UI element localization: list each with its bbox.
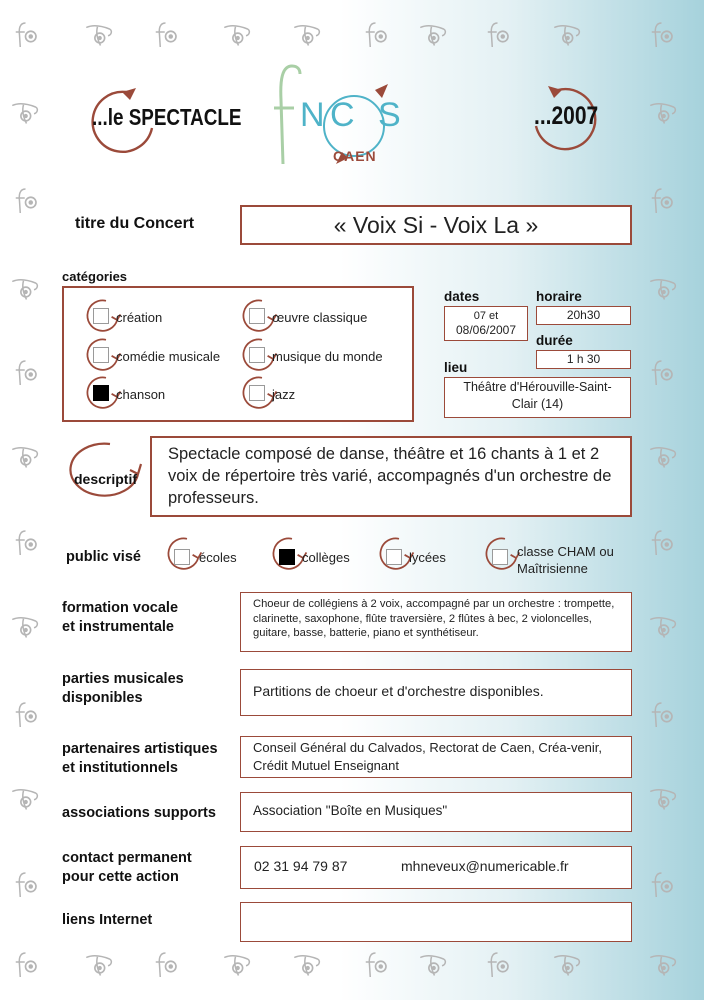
logo-c: C <box>330 96 356 134</box>
watermark-logo-icon <box>12 870 42 900</box>
liens-field[interactable] <box>240 902 632 942</box>
formation-label-2: et instrumentale <box>62 619 174 635</box>
watermark-logo-icon <box>648 20 678 50</box>
public-checkbox[interactable] <box>492 549 508 565</box>
associations-value: Association "Boîte en Musiques" <box>253 803 448 818</box>
watermark-logo-icon <box>648 274 678 304</box>
watermark-logo-icon <box>552 20 582 50</box>
watermark-logo-icon <box>362 950 392 980</box>
category-label: jazz <box>272 387 296 402</box>
category-label: œuvre classique <box>272 310 368 325</box>
watermark-logo-icon <box>12 950 42 980</box>
category-label: création <box>116 310 163 325</box>
contact-label-2: pour cette action <box>62 869 179 885</box>
watermark-logo-icon <box>648 358 678 388</box>
watermark-logo-icon <box>552 950 582 980</box>
public-checkbox[interactable] <box>174 549 190 565</box>
watermark-logo-icon <box>84 20 114 50</box>
category-checkbox[interactable] <box>93 308 109 324</box>
public-label: écoles <box>199 550 237 565</box>
watermark-logo-icon <box>12 528 42 558</box>
logo-s: S <box>378 96 402 134</box>
descriptif-arc-icon <box>58 438 144 500</box>
watermark-logo-icon <box>84 950 114 980</box>
category-checkbox[interactable] <box>249 385 265 401</box>
titre-value: « Voix Si - Voix La » <box>333 212 539 238</box>
watermark-logo-icon <box>648 700 678 730</box>
public-checkbox[interactable] <box>386 549 402 565</box>
watermark-logo-icon <box>648 98 678 128</box>
contact-email: mhneveux@numericable.fr <box>401 858 569 874</box>
contact-field[interactable] <box>240 846 632 889</box>
year-title: ...2007 <box>534 102 599 130</box>
liens-label: liens Internet <box>62 912 153 928</box>
horaire-field[interactable] <box>536 306 631 325</box>
category-checkbox[interactable] <box>93 347 109 363</box>
dates-value-line1: 07 et <box>473 310 499 322</box>
watermark-logo-icon <box>222 20 252 50</box>
duree-label: durée <box>536 333 573 348</box>
partenaires-value: Conseil Général du Calvados, Rectorat de Caen, Créa-venir, Crédit Mutuel Enseignant <box>253 740 603 773</box>
watermark-logo-icon <box>648 612 678 642</box>
associations-label: associations supports <box>62 805 216 821</box>
logo-city: CAEN <box>333 148 377 164</box>
titre-field[interactable] <box>240 205 632 245</box>
watermark-logo-icon <box>484 950 514 980</box>
watermark-logo-icon <box>648 870 678 900</box>
dates-label: dates <box>444 289 480 304</box>
watermark-logo-icon <box>10 98 40 128</box>
watermark-logo-icon <box>362 20 392 50</box>
category-label: comédie musicale <box>116 349 221 364</box>
watermark-logo-icon <box>222 950 252 980</box>
category-label: musique du monde <box>272 349 383 364</box>
watermark-logo-icon <box>418 20 448 50</box>
category-checkbox[interactable] <box>249 347 265 363</box>
formation-label-1: formation vocale <box>62 600 179 616</box>
watermark-logo-icon <box>152 950 182 980</box>
formation-value: Choeur de collégiens à 2 voix, accompagné par un orchestre : trompette, clarinette, saxophone, flûte traversière, 2 flûtes à bec, 2 violoncelles, guitare, basse, batterie, piano et synthétiseur. <box>253 598 615 639</box>
watermark-logo-icon <box>648 784 678 814</box>
formation-field[interactable] <box>240 592 632 652</box>
watermark-logo-icon <box>12 20 42 50</box>
dates-field[interactable] <box>444 306 528 341</box>
associations-field[interactable] <box>240 792 632 832</box>
left-title: ...le SPECTACLE <box>92 104 242 130</box>
watermark-logo-icon <box>12 700 42 730</box>
public-checkbox[interactable] <box>279 549 295 565</box>
duree-field[interactable] <box>536 350 631 369</box>
watermark-logo-icon <box>12 186 42 216</box>
watermark-logo-icon <box>12 358 42 388</box>
horaire-label: horaire <box>536 289 582 304</box>
lieu-value: Théâtre d'Hérouville-Saint-Clair (14) <box>463 380 612 411</box>
public-label: lycées <box>409 550 446 565</box>
watermark-logo-icon <box>152 20 182 50</box>
watermark-logo-icon <box>10 274 40 304</box>
partenaires-field[interactable] <box>240 736 632 778</box>
lieu-field[interactable] <box>444 377 631 418</box>
watermark-logo-icon <box>648 528 678 558</box>
dates-value-line2: 08/06/2007 <box>455 323 517 337</box>
watermark-logo-icon <box>648 186 678 216</box>
watermark-logo-icon <box>10 784 40 814</box>
descriptif-value: Spectacle composé de danse, théâtre et 16 chants à 1 et 2 voix de répertoire très varié, accompagnés d'un orchestre de professeurs. <box>168 445 612 507</box>
watermark-logo-icon <box>10 442 40 472</box>
parties-value: Partitions de choeur et d'orchestre disponibles. <box>253 683 544 699</box>
watermark-logo-icon <box>484 20 514 50</box>
duree-value: 1 h 30 <box>566 352 601 366</box>
category-checkbox[interactable] <box>249 308 265 324</box>
public-label: public visé <box>66 549 141 565</box>
logo-n: N <box>300 96 326 134</box>
watermark-logo-icon <box>292 950 322 980</box>
lieu-label: lieu <box>444 360 468 375</box>
contact-phone: 02 31 94 79 87 <box>254 858 348 874</box>
horaire-value: 20h30 <box>566 308 601 322</box>
public-label: collèges <box>302 550 350 565</box>
categories-label: catégories <box>62 269 128 284</box>
watermark-logo-icon <box>648 442 678 472</box>
watermark-logo-icon <box>292 20 322 50</box>
parties-field[interactable] <box>240 669 632 716</box>
category-label: chanson <box>116 387 166 402</box>
watermark-logo-icon <box>648 950 678 980</box>
watermark-logo-icon <box>10 612 40 642</box>
public-label: classe CHAM ou Maîtrisienne <box>517 544 614 576</box>
partenaires-label-1: partenaires artistiques <box>62 741 218 757</box>
titre-label: titre du Concert <box>75 215 195 232</box>
category-checkbox[interactable] <box>93 385 109 401</box>
watermark-logo-icon <box>418 950 448 980</box>
descriptif-label: descriptif <box>74 471 138 487</box>
parties-label-2: disponibles <box>62 690 143 706</box>
parties-label-1: parties musicales <box>62 671 184 687</box>
contact-label-1: contact permanent <box>62 850 192 866</box>
descriptif-field[interactable] <box>150 436 632 517</box>
partenaires-label-2: et institutionnels <box>62 760 178 776</box>
